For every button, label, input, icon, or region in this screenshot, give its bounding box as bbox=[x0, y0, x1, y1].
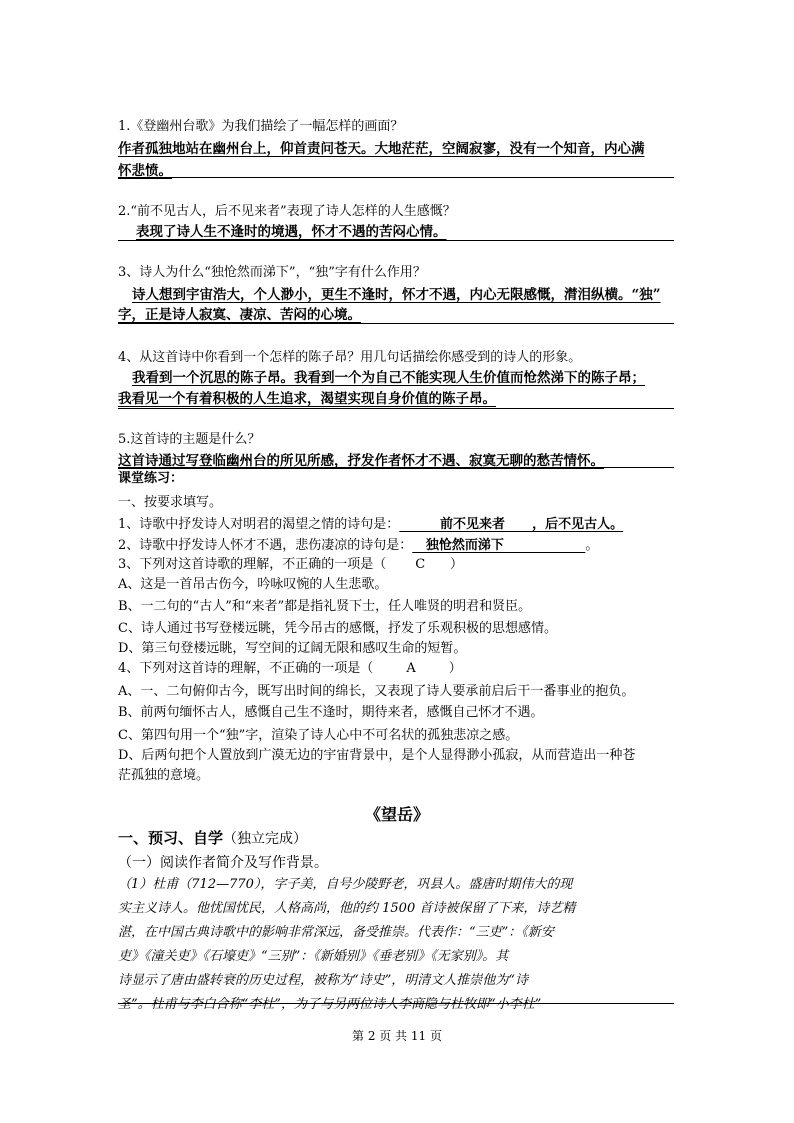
answer-4-line-2: 我看见一个有着积极的人生追求，渴望实现自身价值的陈子昂。 bbox=[118, 391, 496, 407]
footer-divider bbox=[118, 1003, 674, 1004]
bio-line-6: 圣”。杜甫与李白合称“李杜”，为了与另两位诗人李商隐与杜牧即“小李杜” bbox=[118, 997, 542, 1012]
question-2: 2.“前不见古人，后不见来者”表现了诗人怎样的人生感慨？ bbox=[118, 204, 456, 219]
mc-4-option-c: C、第四句用一个“独”字，渲染了诗人心中不可名状的孤独悲凉之感。 bbox=[118, 728, 519, 743]
mc-3-stem: 3、下列对这首诗歌的理解，不正确的一项是（ bbox=[118, 557, 387, 572]
fill-2-suffix: 。 bbox=[585, 538, 599, 553]
preview-heading-label: 一、预习、自学 bbox=[118, 829, 224, 847]
practice-section-1: 一、按要求填写。 bbox=[118, 495, 223, 510]
mc-4-stem: 4、下列对这首诗的理解，不正确的一项是（ bbox=[118, 661, 374, 676]
mc-3-option-a: A、这是一首吊古伤今，吟咏叹惋的人生悲歌。 bbox=[118, 577, 388, 592]
sub-heading-1: （一）阅读作者简介及写作背景。 bbox=[118, 855, 328, 871]
answer-3-line-2: 字，正是诗人寂寞、凄凉、苦闷的心境。 bbox=[118, 307, 361, 323]
mc-3-option-b: B、一二句的“古人”和“来者”都是指礼贤下士，任人唯贤的明君和贤臣。 bbox=[118, 599, 532, 614]
answer-1-line-1: 作者孤独地站在幽州台上，仰首责问苍天。大地茫茫，空阔寂寥，没有一个知音，内心满 bbox=[118, 141, 645, 157]
answer-1-line-2: 怀悲愤。 bbox=[118, 163, 172, 179]
answer-4-line-1: 我看到一个沉思的陈子昂。我看到一个为自己不能实现人生价值而怆然涕下的陈子昂； bbox=[132, 370, 645, 386]
bio-line-3: 湛，在中国古典诗歌中的影响非常深远，备受推崇。代表作：“三吏”：《新安 bbox=[118, 925, 554, 940]
question-4: 4、从这首诗中你看到一个怎样的陈子昂？用几句话描绘你感受到的诗人的形象。 bbox=[118, 350, 582, 365]
page-number: 第 2 页 共 11 页 bbox=[352, 1029, 442, 1043]
mc-4-option-b: B、前两句缅怀古人，感慨自己生不逢时，期待来者，感慨自己怀才不遇。 bbox=[118, 705, 544, 720]
mc-4-close: ） bbox=[448, 661, 462, 676]
mc-4-option-d-line-1: D、后两句把个人置放到广漠无边的宇宙背景中，是个人显得渺小孤寂，从而营造出一种苍 bbox=[118, 748, 636, 763]
question-1: 1.《登幽州台歌》为我们描绘了一幅怎样的画面？ bbox=[118, 119, 404, 134]
mc-3-answer: C bbox=[415, 557, 426, 572]
answer-rule bbox=[118, 323, 674, 324]
bio-line-4: 吏》《潼关吏》《石壕吏》“三别”：《新婚别》《垂老别》《无家别》。其 bbox=[118, 949, 509, 964]
fill-2-answer: 独怆然而涕下 bbox=[412, 538, 586, 553]
bio-line-5: 诗显示了唐由盛转衰的历史过程，被称为“诗史”，明清文人推崇他为“诗 bbox=[118, 973, 528, 988]
answer-5-line-1: 这首诗通过写登临幽州台的所见所感，抒发作者怀才不遇、寂寞无聊的愁苦情怀。 bbox=[118, 453, 604, 469]
mc-3-option-c: C、诗人通过书写登楼远眺，凭今吊古的感慨，抒发了乐观积极的思想感情。 bbox=[118, 621, 557, 636]
answer-rule bbox=[118, 240, 674, 241]
mc-3-option-d: D、第三句登楼远眺，写空间的辽阔无限和感叹生命的短暂。 bbox=[118, 641, 467, 656]
fill-2-prefix: 2、诗歌中抒发诗人怀才不遇，悲伤凄凉的诗句是： bbox=[118, 538, 413, 553]
answer-3-line-1: 诗人想到宇宙浩大，个人渺小，更生不逢时，怀才不遇，内心无限感慨，潸泪纵横。“独” bbox=[132, 287, 661, 303]
preview-heading-note: （独立完成） bbox=[223, 831, 308, 847]
preview-heading bbox=[118, 826, 676, 851]
mc-4-option-a: A、一、二句俯仰古今，既写出时间的绵长，又表现了诗人要承前启后干一番事业的抱负。 bbox=[118, 684, 635, 699]
mc-3-close: ） bbox=[449, 557, 463, 572]
mc-4-option-d-line-2: 茫孤独的意境。 bbox=[118, 768, 210, 783]
mc-4-answer: A bbox=[406, 661, 416, 676]
answer-rule bbox=[118, 408, 674, 409]
answer-rule bbox=[118, 177, 674, 178]
answer-2-line-1: 表现了诗人生不逢时的境遇，怀才不遇的苦闷心情。 bbox=[136, 224, 447, 240]
fill-1-answer: 前不见来者 ，后不见古人。 bbox=[399, 517, 624, 532]
bio-line-2: 实主义诗人。他忧国忧民，人格高尚，他的约 1500 首诗被保留了下来，诗艺精 bbox=[118, 901, 576, 916]
question-3: 3、诗人为什么“独怆然而涕下”，“独”字有什么作用？ bbox=[118, 265, 426, 280]
section-title: 《望岳》 bbox=[364, 805, 429, 824]
bio-line-1: （1）杜甫（712—770），字子美，自号少陵野老，巩县人。盛唐时期伟大的现 bbox=[118, 877, 573, 892]
question-5: 5.这首诗的主题是什么？ bbox=[118, 432, 261, 447]
mc-question-4 bbox=[118, 657, 676, 681]
fill-1-prefix: 1、诗歌中抒发诗人对明君的渴望之情的诗句是： bbox=[118, 517, 400, 532]
practice-heading: 课堂练习： bbox=[118, 471, 184, 486]
